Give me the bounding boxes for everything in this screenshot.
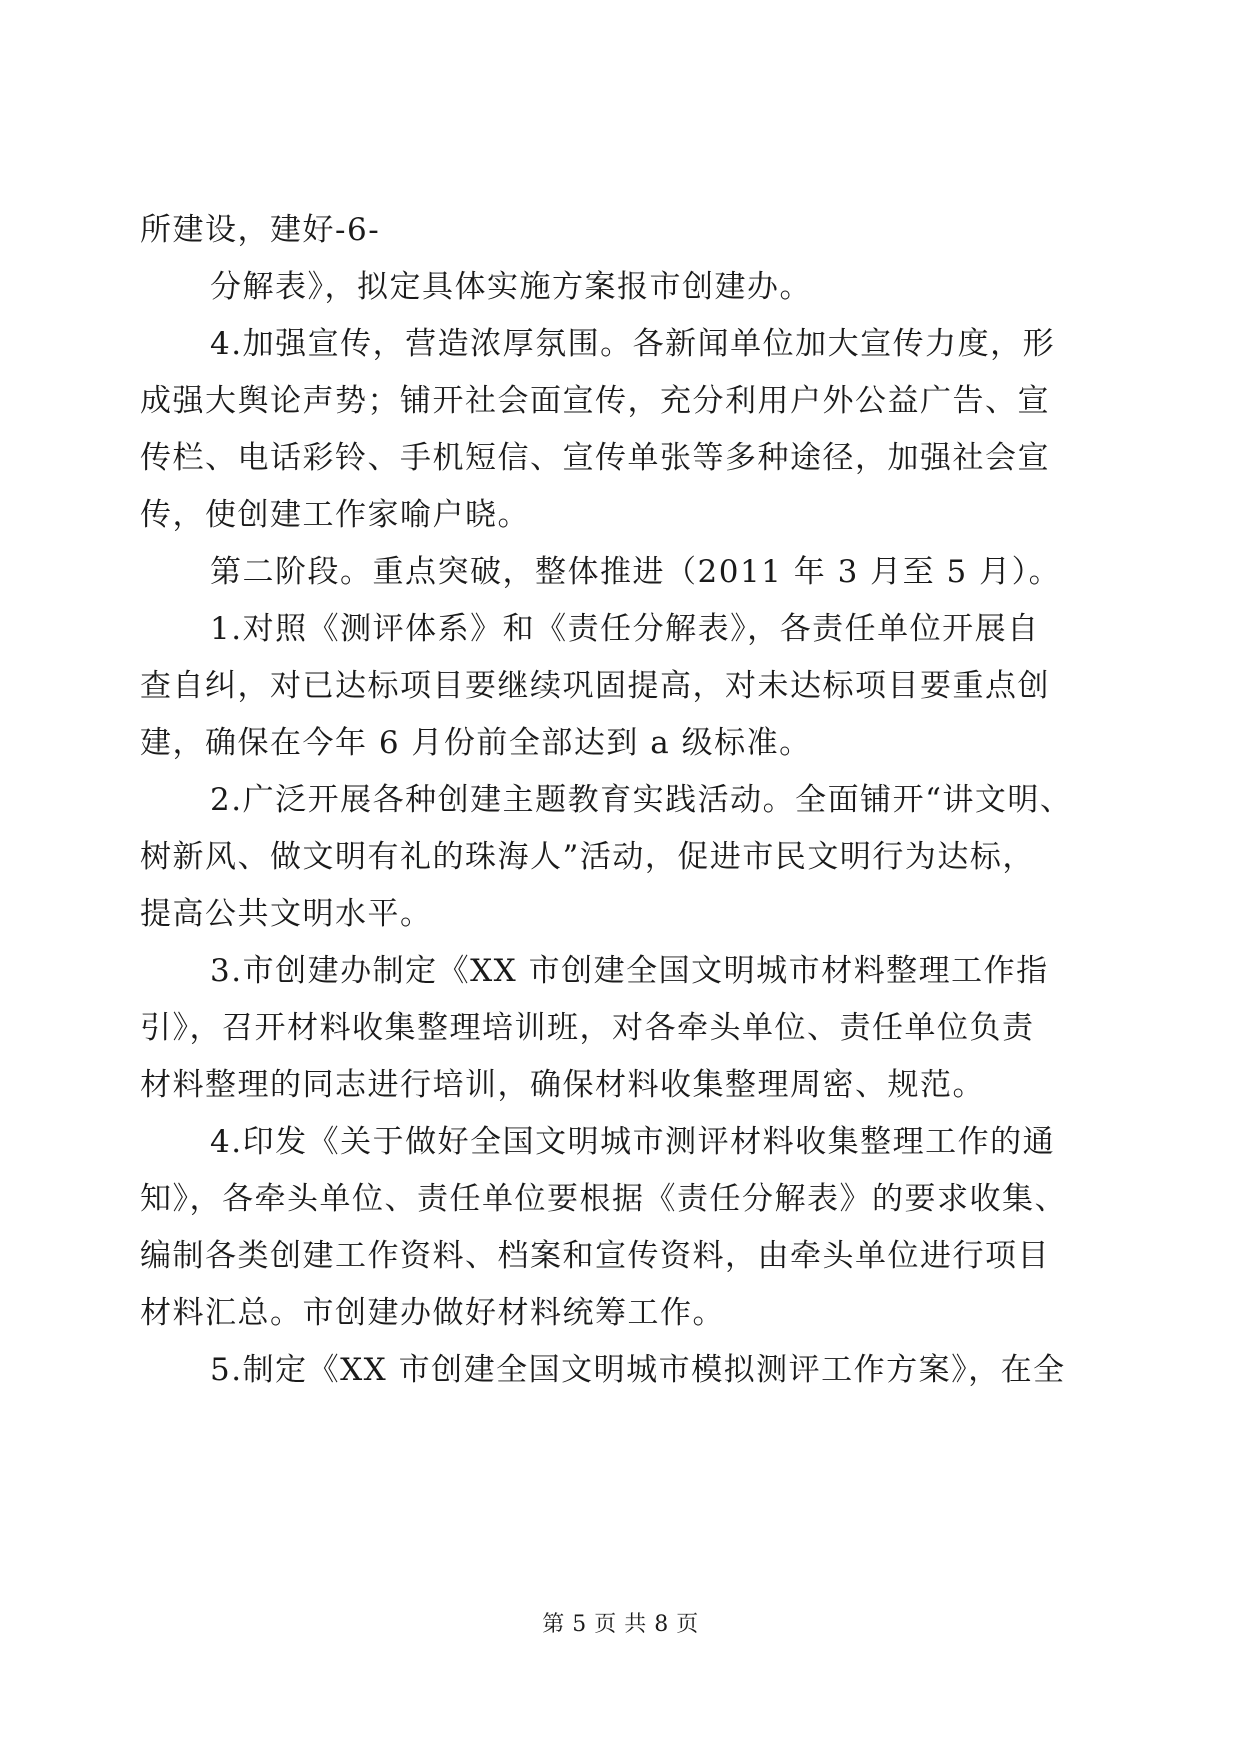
text-line-14: 3.市创建办制定《XX 市创建全国文明城市材料整理工作指: [210, 953, 1049, 989]
text-line-18: 知》，各牵头单位、责任单位要根据《责任分解表》的要求收集、: [140, 1181, 1067, 1217]
text-line-8: 1.对照《测评体系》和《责任分解表》，各责任单位开展自: [210, 611, 1040, 647]
text-line-13: 提高公共文明水平。: [140, 896, 433, 932]
text-line-11: 2.广泛开展各种创建主题教育实践活动。全面铺开“讲文明、: [210, 782, 1073, 818]
text-line-7: 第二阶段。重点突破，整体推进（2011 年 3 月至 5 月）。: [210, 554, 1062, 590]
text-line-10: 建，确保在今年 6 月份前全部达到 a 级标准。: [140, 725, 812, 761]
text-line-19: 编制各类创建工作资料、档案和宣传资料，由牵头单位进行项目: [140, 1238, 1050, 1274]
text-line-15: 引》，召开材料收集整理培训班，对各牵头单位、责任单位负责: [140, 1010, 1035, 1046]
page-footer: 第 5 页 共 8 页: [542, 1612, 699, 1637]
text-line-21: 5.制定《XX 市创建全国文明城市模拟测评工作方案》，在全: [210, 1352, 1066, 1388]
text-line-16: 材料整理的同志进行培训，确保材料收集整理周密、规范。: [140, 1067, 985, 1103]
text-line-3: 4.加强宣传，营造浓厚氛围。各新闻单位加大宣传力度，形: [210, 326, 1056, 362]
text-line-20: 材料汇总。市创建办做好材料统筹工作。: [140, 1295, 725, 1331]
text-line-2: 分解表》，拟定具体实施方案报市创建办。: [210, 269, 812, 305]
text-line-6: 传，使创建工作家喻户晓。: [140, 497, 530, 533]
text-line-17: 4.印发《关于做好全国文明城市测评材料收集整理工作的通: [210, 1124, 1056, 1160]
text-line-1: 所建设，建好-6-: [140, 212, 381, 248]
text-line-5: 传栏、电话彩铃、手机短信、宣传单张等多种途径，加强社会宣: [140, 440, 1050, 476]
text-line-4: 成强大舆论声势；铺开社会面宣传，充分利用户外公益广告、宣: [140, 383, 1050, 419]
text-line-9: 查自纠，对已达标项目要继续巩固提高，对未达标项目要重点创: [140, 668, 1050, 704]
text-line-12: 树新风、做文明有礼的珠海人”活动，促进市民文明行为达标，: [140, 839, 1035, 875]
